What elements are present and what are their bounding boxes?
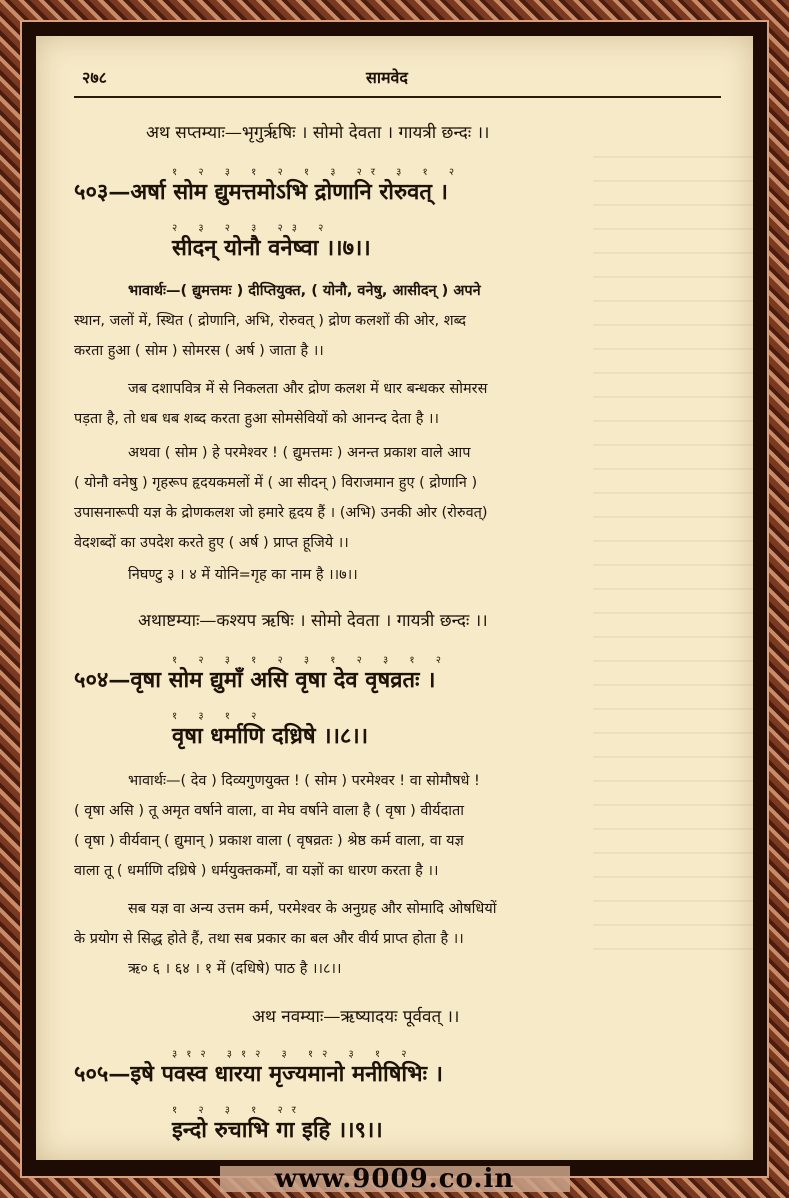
meaning-504-line2: ( वृषा असि ) तू अमृत वर्षाने वाला, वा मेघ वर्षाने वाला है ( वृषा ) वीर्यदाता: [74, 803, 465, 819]
alternate-503-line1: अथवा ( सोम ) हे परमेश्वर ! ( द्युमत्तमः ) अनन्त प्रकाश वाले आप: [128, 445, 471, 461]
explanation-503-line1: जब दशापवित्र में से निकलता और द्रोण कलश में धार बन्धकर सोमरस: [128, 381, 488, 397]
explanation-504-line2: के प्रयोग से सिद्ध होते हैं, तथा सब प्रकार का बल और वीर्य प्राप्त होता है ।।: [74, 931, 464, 947]
page-number: २७८: [82, 68, 107, 87]
verse-503-line1: ५०३—अर्षा सोम द्युमत्तमोऽभि द्रोणानि रोरुवत् ।: [74, 179, 448, 205]
accent-marks: १ २ ३ १ २ ३ १ २ ३ १ २: [172, 655, 450, 666]
verse-505-line2: इन्दो रुचाभि गा इहि ।।९।।: [172, 1117, 383, 1143]
explanation-503-line2: पड़ता है, तो धब धब शब्द करता हुआ सोमसेवियों को आनन्द देता है ।।: [74, 411, 440, 427]
meaning-504-line1: भावार्थः—( देव ) दिव्यगुणयुक्त ! ( सोम ) परमेश्वर ! वा सोमौषधे !: [128, 773, 480, 789]
accent-marks: २ ३ २ ३ २३ २: [172, 223, 333, 234]
website-watermark: www.9009.co.in: [274, 1164, 515, 1194]
meaning-504-line3: ( वृषा ) वीर्यवान् ( द्युमान् ) प्रकाश वाला ( वृषव्रतः ) श्रेष्ठ कर्म वाला, वा यज्ञ: [74, 833, 464, 849]
meaning-503-line1: भावार्थः—( द्युमत्तमः ) दीप्तियुक्त, ( योनौ, वनेषु, आसीदन् ) अपने: [128, 283, 481, 299]
alternate-503-line3: उपासनारूपी यज्ञ के द्रोणकलश जो हमारे हृदय हैं । (अभि) उनकी ओर (रोरुवत्): [74, 505, 488, 521]
rigveda-reference: ऋ० ६ । ६४ । १ में (दधिषे) पाठ है ।।८।।: [128, 961, 342, 977]
verse-505-line1: ५०५—इषे पवस्व धारया मृज्यमानो मनीषिभिः ।: [74, 1061, 444, 1087]
header-rule: [74, 96, 721, 98]
invocation-505: अथ नवम्याः—ऋष्यादयः पूर्ववत् ।।: [252, 1007, 460, 1027]
bleed-through-texture: [593, 156, 753, 956]
meaning-503-line2: स्थान, जलों में, स्थित ( द्रोणानि, अभि, रोरुवत् ) द्रोण कलशों की ओर, शब्द: [74, 313, 467, 329]
nighantu-note: निघण्टु ३ । ४ में योनि=गृह का नाम है ।।७।।: [128, 567, 358, 583]
meaning-504-line4: वाला तू ( धर्माणि दध्रिषे ) धर्मयुक्तकर्मों, वा यज्ञों का धारण करता है ।।: [74, 863, 439, 879]
invocation-504: अथाष्टम्याः—कश्यप ऋषिः । सोमो देवता । गायत्री छन्दः ।।: [138, 611, 488, 631]
accent-marks: १ ३ १ २: [172, 711, 266, 722]
accent-marks: १ २ ३ १ २ १ ३ २र ३ १ २: [172, 167, 464, 178]
explanation-504-line1: सब यज्ञ वा अन्य उत्तम कर्म, परमेश्वर के अनुग्रह और सोमादि ओषधियों: [128, 901, 497, 917]
running-title: सामवेद: [366, 68, 408, 87]
alternate-503-line4: वेदशब्दों का उपदेश करते हुए ( अर्ष ) प्राप्त हूजिये ।।: [74, 535, 349, 551]
accent-marks: १ २ ३ १ २र: [172, 1105, 305, 1116]
alternate-503-line2: ( योनौ वनेषु ) गृहरूप हृदयकमलों में ( आ सीदन् ) विराजमान हुए ( द्रोणानि ): [74, 475, 478, 491]
meaning-503-line3: करता हुआ ( सोम ) सोमरस ( अर्ष ) जाता है ।।: [74, 343, 324, 359]
verse-503-line2: सीदन् योनौ वनेष्वा ।।७।।: [172, 235, 371, 261]
page-header: [76, 64, 713, 94]
verse-504-line2: वृषा धर्माणि दध्रिषे ।।८।।: [172, 723, 369, 749]
invocation-503: अथ सप्तम्याः—भृगुर्ऋषिः । सोमो देवता । गायत्री छन्दः ।।: [146, 123, 490, 143]
verse-504-line1: ५०४—वृषा सोम द्युमाँ असि वृषा देव वृषव्रतः ।: [74, 667, 436, 693]
accent-marks: ३१२ ३१२ ३ १२ ३ १ २: [172, 1049, 416, 1060]
book-page: [36, 36, 753, 1160]
